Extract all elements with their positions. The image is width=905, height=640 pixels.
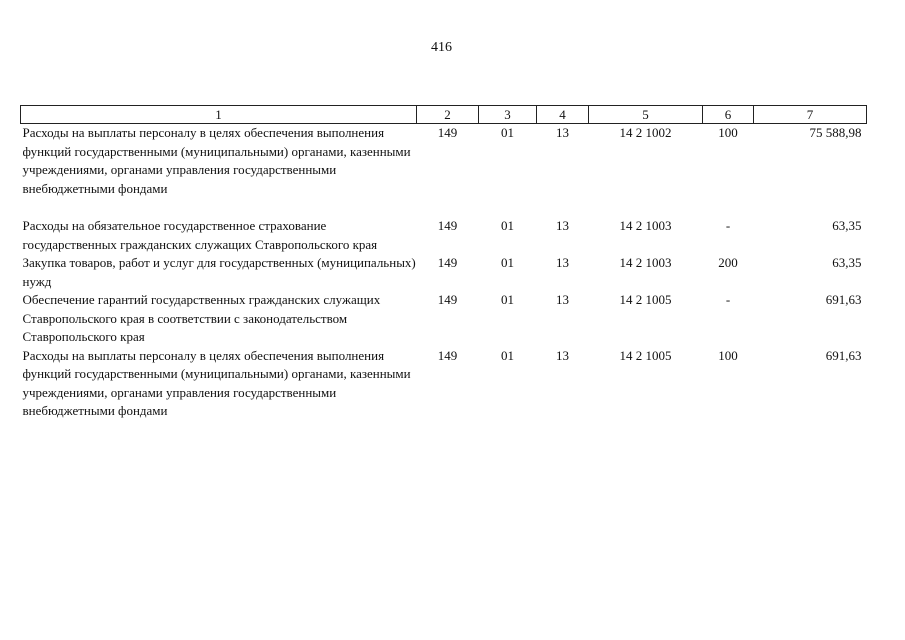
row-name: Расходы на выплаты персоналу в целях обеспечения выполнения функций государственными (муниципальными) органами, казенными учреждениями, органами управления государственными внебюджетными фондами <box>22 347 411 418</box>
row-col-3: 01 <box>501 292 514 307</box>
table-row <box>21 124 867 218</box>
row-col-2: 149 <box>437 347 458 363</box>
table-row <box>21 291 867 347</box>
row-col-2: 149 <box>437 218 458 233</box>
row-col-6: - <box>725 218 731 233</box>
row-col-4: 13 <box>556 347 569 363</box>
row-col-7: 691,63 <box>825 347 862 363</box>
row-col-3: 01 <box>501 218 514 233</box>
row-col-4: 13 <box>556 125 569 140</box>
row-col-3: 01 <box>501 125 514 140</box>
row-col-2: 149 <box>437 292 458 307</box>
row-col-7: 691,63 <box>825 292 862 307</box>
row-col-6: 100 <box>718 347 738 363</box>
row-col-2: 149 <box>437 255 458 270</box>
table-row <box>21 347 867 421</box>
budget-table <box>20 105 867 421</box>
row-col-5: 14 2 1003 <box>619 218 672 233</box>
row-col-7: 63,35 <box>832 255 862 270</box>
row-name: Обеспечение гарантий государственных гражданских служащих Ставропольского края в соответствии с законодательством Ставропольского края <box>22 292 381 344</box>
row-col-4: 13 <box>556 292 569 307</box>
row-col-4: 13 <box>556 255 569 270</box>
header-col-2: 2 <box>417 106 479 124</box>
row-col-7: 75 588,98 <box>809 125 862 140</box>
row-col-6: 100 <box>718 125 738 140</box>
page-number: 416 <box>431 40 452 55</box>
row-col-7: 63,35 <box>832 218 862 233</box>
row-col-4: 13 <box>556 218 569 233</box>
row-name: Расходы на выплаты персоналу в целях обеспечения выполнения функций государственными (муниципальными) органами, казенными учреждениями, органами управления государственными внебюджетными фондами <box>22 125 411 196</box>
header-col-3: 3 <box>479 106 537 124</box>
row-col-3: 01 <box>501 347 514 363</box>
header-col-5: 5 <box>589 106 703 124</box>
row-col-5: 14 2 1002 <box>619 125 672 140</box>
header-col-4: 4 <box>537 106 589 124</box>
header-col-1: 1 <box>21 106 417 124</box>
row-col-5: 14 2 1005 <box>619 347 672 363</box>
row-name: Расходы на обязательное государственное страхование государственных гражданских служащих Ставропольского края <box>22 218 378 252</box>
table-row <box>21 217 867 254</box>
row-col-5: 14 2 1005 <box>619 292 672 307</box>
table-row <box>21 254 867 291</box>
row-col-6: 200 <box>718 255 738 270</box>
row-col-5: 14 2 1003 <box>619 255 672 270</box>
row-col-6: - <box>725 292 731 307</box>
row-col-2: 149 <box>437 125 458 140</box>
header-col-6: 6 <box>703 106 754 124</box>
table-header-row <box>21 106 867 124</box>
row-col-3: 01 <box>501 255 514 270</box>
header-col-7: 7 <box>754 106 867 124</box>
row-name: Закупка товаров, работ и услуг для государственных (муниципальных) нужд <box>22 255 416 289</box>
